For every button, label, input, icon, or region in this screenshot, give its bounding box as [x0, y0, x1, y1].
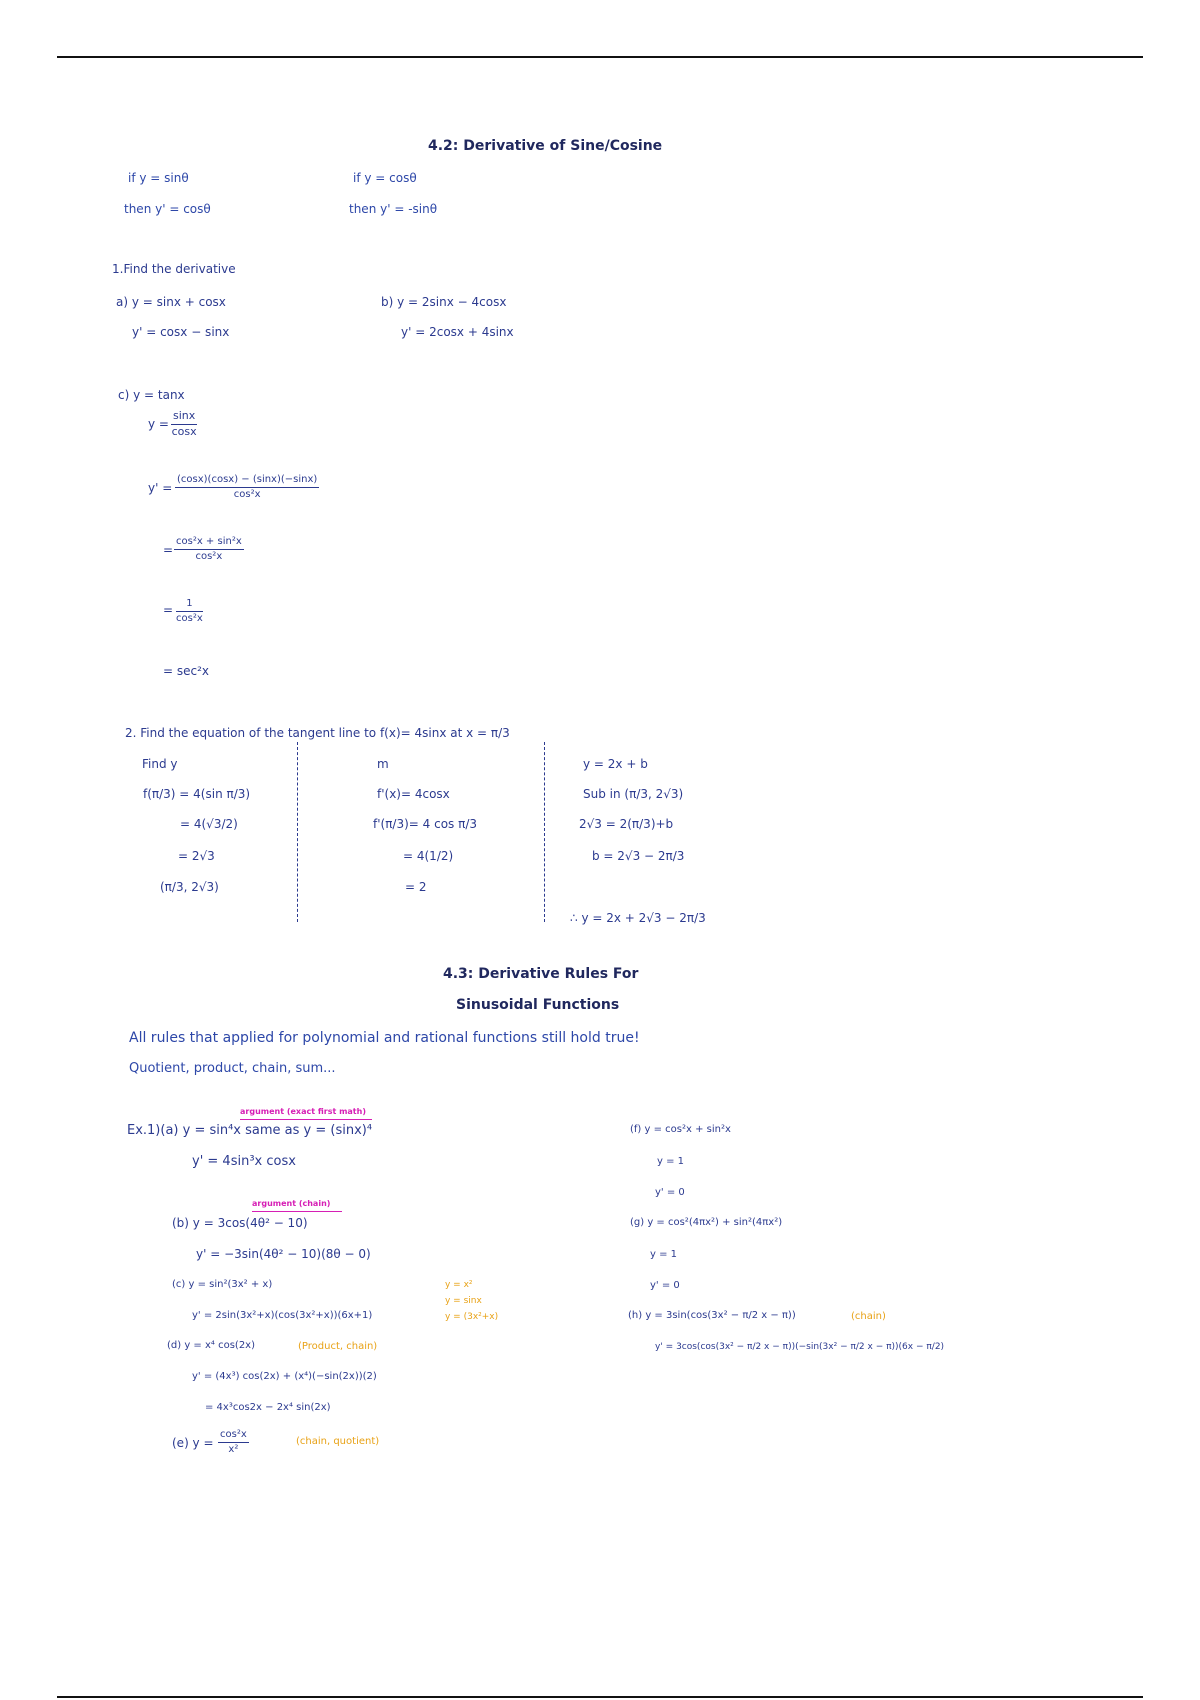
ex1a-line1: Ex.1)(a) y = sin⁴x same as y = (sinx)⁴ [127, 1123, 373, 1138]
q1c-line5-fraction [176, 598, 203, 624]
ex1f-line3: y' = 0 [655, 1187, 685, 1198]
section-title-4-3-line2: Sinusoidal Functions [456, 997, 620, 1013]
ex1e-fraction [218, 1429, 249, 1455]
ex1b-line1: (b) y = 3cos(4θ² − 10) [172, 1216, 308, 1230]
q2-col3-line2: Sub in (π/3, 2√3) [583, 787, 684, 801]
q2-col3-line3: 2√3 = 2(π/3)+b [579, 817, 674, 831]
fraction-numerator: cos²x [218, 1429, 249, 1443]
ex1c-line2: y' = 2sin(3x²+x)(cos(3x²+x))(6x+1) [192, 1310, 373, 1321]
q2-divider-right [544, 742, 545, 922]
q2-col2-line4: = 4(1/2) [403, 849, 454, 863]
annotation-argument-b: argument (chain) [252, 1199, 331, 1208]
fraction-numerator: sinx [171, 410, 197, 425]
ex1h-tag: (chain) [851, 1311, 886, 1322]
ex1a-line2: y' = 4sin³x cosx [192, 1154, 296, 1169]
fraction-denominator: x² [228, 1443, 239, 1455]
section-title-4-2: 4.2: Derivative of Sine/Cosine [428, 138, 663, 154]
ex1h-line2: y' = 3cos(cos(3x² − π/2 x − π))(−sin(3x² − π/2 x − π))(6x − π/2) [655, 1342, 945, 1352]
q1a-line1: a) y = sinx + cosx [116, 295, 226, 309]
q1c-line3-fraction [175, 474, 319, 500]
q2-heading: 2. Find the equation of the tangent line to f(x)= 4sinx at x = π/3 [125, 726, 510, 740]
fraction-denominator: cos²x [195, 550, 223, 562]
q1c-line3-lhs: y' = [148, 481, 173, 495]
rules-note-line1: All rules that applied for polynomial and rational functions still hold true! [129, 1030, 640, 1046]
q2-col3-line5: ∴ y = 2x + 2√3 − 2π/3 [570, 911, 706, 925]
q1c-line1: c) y = tanx [118, 388, 185, 402]
q1c-line6: = sec²x [163, 664, 210, 678]
ex1e-tag: (chain, quotient) [296, 1436, 380, 1447]
q1c-line2-lhs: y = [148, 417, 169, 431]
fraction-denominator: cos²x [176, 612, 203, 624]
ex1c-note-line1: y = x² [445, 1280, 473, 1290]
annotation-argument-a: argument (exact first math) [240, 1107, 366, 1116]
q2-col1-line3: = 4(√3/2) [180, 817, 238, 831]
q1c-line4-lhs: = [163, 543, 174, 557]
fraction-numerator: 1 [176, 598, 203, 612]
cosine-rule-then: then y' = -sinθ [349, 202, 438, 216]
q2-col2-line1: m [377, 757, 389, 771]
q2-col2-line3: f'(π/3)= 4 cos π/3 [373, 817, 478, 831]
q2-col3-line4: b = 2√3 − 2π/3 [592, 849, 685, 863]
q2-col2-line2: f'(x)= 4cosx [377, 787, 450, 801]
q2-col1-line5: (π/3, 2√3) [160, 880, 219, 894]
ex1g-line1: (g) y = cos²(4πx²) + sin²(4πx²) [630, 1217, 783, 1228]
q2-col3-line1: y = 2x + b [583, 757, 648, 771]
ex1d-line1: (d) y = x⁴ cos(2x) [167, 1340, 255, 1351]
q2-col1-line2: f(π/3) = 4(sin π/3) [143, 787, 251, 801]
ex1e-lhs: (e) y = [172, 1436, 214, 1450]
q1c-line4-fraction [174, 536, 244, 562]
ex1f-line1: (f) y = cos²x + sin²x [630, 1124, 731, 1135]
rules-note-line2: Quotient, product, chain, sum... [129, 1061, 336, 1076]
q1b-line1: b) y = 2sinx − 4cosx [381, 295, 507, 309]
bottom-rule [57, 1696, 1143, 1698]
section-title-4-3-line1: 4.3: Derivative Rules For [443, 966, 639, 982]
ex1d-tag: (Product, chain) [298, 1341, 378, 1352]
annotation-underline-b [252, 1211, 342, 1212]
ex1g-line2: y = 1 [650, 1249, 678, 1260]
sine-rule-then: then y' = cosθ [124, 202, 211, 216]
q1-heading: 1.Find the derivative [112, 262, 236, 276]
fraction-numerator: cos²x + sin²x [174, 536, 244, 550]
ex1c-note-line3: y = (3x²+x) [445, 1312, 499, 1322]
q2-col1-line1: Find y [142, 757, 178, 771]
fraction-numerator: (cosx)(cosx) − (sinx)(−sinx) [175, 474, 319, 488]
q2-divider-left [297, 742, 298, 922]
q2-col1-line4: = 2√3 [178, 849, 215, 863]
ex1g-line3: y' = 0 [650, 1280, 680, 1291]
cosine-rule-if: if y = cosθ [353, 171, 417, 185]
ex1d-line3: = 4x³cos2x − 2x⁴ sin(2x) [205, 1402, 331, 1413]
q1a-line2: y' = cosx − sinx [132, 325, 230, 339]
ex1c-line1: (c) y = sin²(3x² + x) [172, 1279, 273, 1290]
fraction-denominator: cos²x [233, 488, 261, 500]
fraction-denominator: cosx [171, 424, 197, 438]
q1b-line2: y' = 2cosx + 4sinx [401, 325, 514, 339]
ex1f-line2: y = 1 [657, 1156, 685, 1167]
sine-rule-if: if y = sinθ [128, 171, 189, 185]
annotation-underline-a [240, 1119, 372, 1120]
q1c-line5-lhs: = [163, 603, 174, 617]
top-rule [57, 56, 1143, 58]
ex1c-note-line2: y = sinx [445, 1296, 482, 1306]
q2-col2-line5: = 2 [405, 880, 427, 894]
ex1h-line1: (h) y = 3sin(cos(3x² − π/2 x − π)) [628, 1310, 796, 1321]
ex1d-line2: y' = (4x³) cos(2x) + (x⁴)(−sin(2x))(2) [192, 1371, 377, 1382]
ex1b-line2: y' = −3sin(4θ² − 10)(8θ − 0) [196, 1247, 371, 1261]
q1c-line2-fraction [171, 410, 197, 438]
